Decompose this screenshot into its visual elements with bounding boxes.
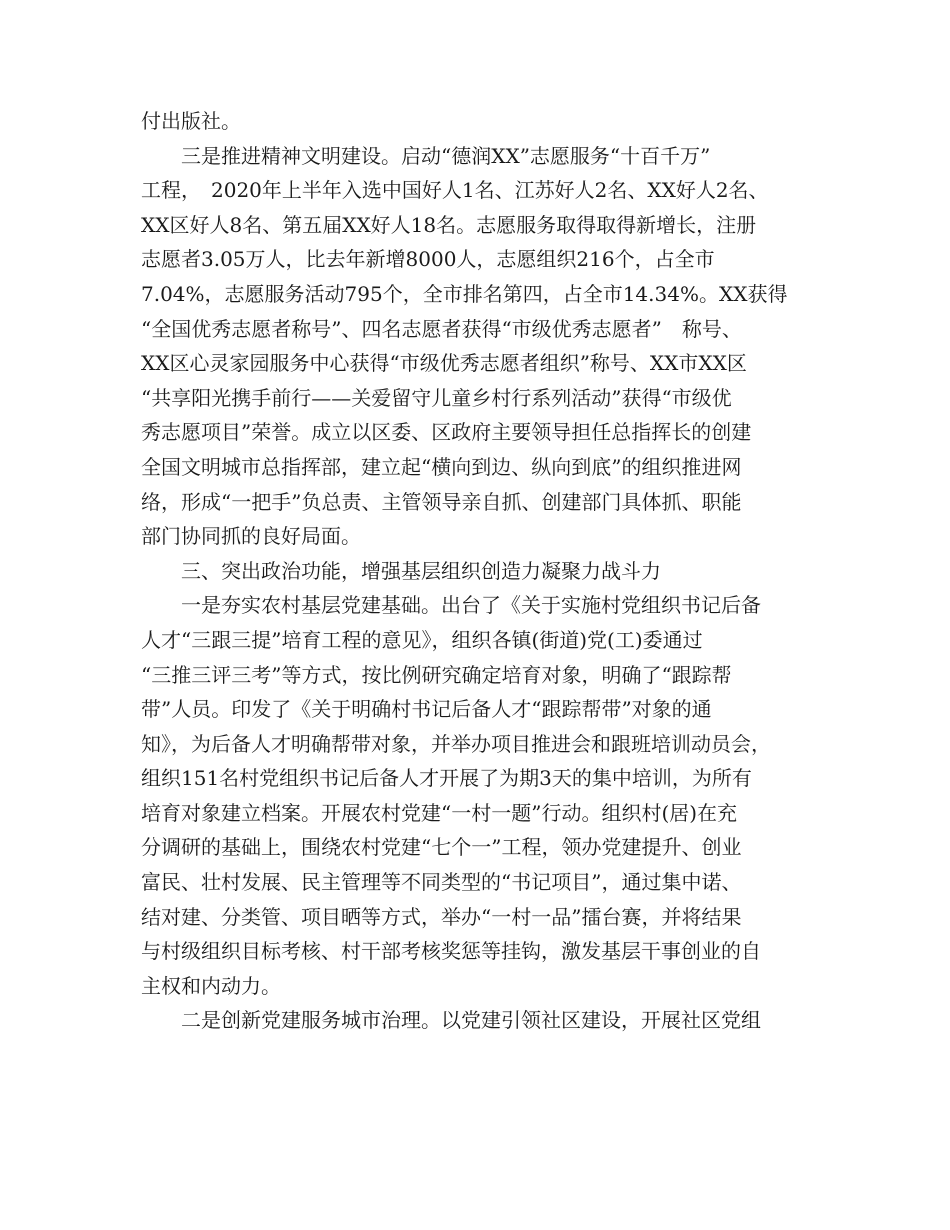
paragraph-urban-governance: 二是创新党建服务城市治理。以党建引领社区建设，开展社区党组 <box>141 1008 761 1033</box>
section-heading: 三、突出政治功能，增强基层组织创造力凝聚力战斗力 <box>141 558 661 583</box>
paragraph-spiritual-civilization: 三是推进精神文明建设。启动“德润XX”志愿服务“十百千万” 工程， 2020年上半年入选中国好人1名、江苏好人2名、XX好人2名、 XX区好人8名、第五届XX好人18名。志愿服务取得取得新增长，注册 志愿者3.05万人，比去年新增8000人，志愿组织216个，占全市 7.04%，志愿服务活动795个，全市排名第四，占全市14.34%。XX获得 “全国优秀志愿者称号”、四名志愿者获得“市级优秀志愿者” 称号、 XX区心灵家园服务中心获得“市级优秀志愿者组织”称号、XX市XX区 “共享阳光携手前行——关爱留守儿童乡村行系列活动”获得“市级优 秀志愿项目”荣誉。成立以区委、区政府主要领导担任总指挥长的创建 全国文明城市总指挥部，建立起“横向到边、纵向到底”的组织推进网 络，形成“一把手”负总责、主管领导亲自抓、创建部门具体抓、职能 部门协同抓的良好局面。 <box>141 143 788 549</box>
paragraph-continuation: 付出版社。 <box>141 109 241 133</box>
document-body <box>141 104 813 1038</box>
paragraph-rural-party-building: 一是夯实农村基层党建基础。出台了《关于实施村党组织书记后备 人才“三跟三提”培育工程的意见》，组织各镇(街道)党(工)委通过 “三推三评三考”等方式，按比例研究确定培育对象，明确了“跟踪帮 带”人员。印发了《关于明确村书记后备人才“跟踪帮带”对象的通 知》，为后备人才明确帮带对象，并举办项目推进会和跟班培训动员会， 组织151名村党组织书记后备人才开展了为期3天的集中培训，为所有 培育对象建立档案。开展农村党建“一村一题”行动。组织村(居)在充 分调研的基础上，围绕农村党建“七个一”工程，领办党建提升、创业 富民、壮村发展、民主管理等不同类型的“书记项目”，通过集中诺、 结对建、分类管、项目晒等方式，举办“一村一品”擂台赛，并将结果 与村级组织目标考核、村干部考核奖惩等挂钩，激发基层干事创业的自 主权和内动力。 <box>141 593 771 998</box>
